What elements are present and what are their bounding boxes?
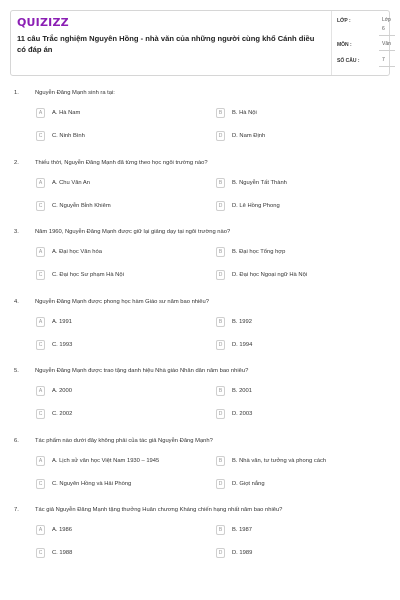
- option-text: B. Nguyễn Tất Thành: [232, 179, 287, 186]
- option-letter-box: D: [216, 131, 225, 141]
- subject-value: Văn: [382, 41, 391, 47]
- question-text: Năm 1960, Nguyễn Đăng Mạnh được giữ lại giảng dạy tại ngôi trường nào?: [35, 229, 231, 235]
- subject-label: MÔN :: [337, 42, 352, 48]
- option-letter-box: D: [216, 340, 225, 350]
- option-letter-box: D: [216, 409, 225, 419]
- question-number: 4.: [14, 298, 19, 305]
- option-text: D. 1994: [232, 341, 253, 348]
- question-text: Tác giả Nguyễn Đăng Mạnh tặng thưởng Huân chương Kháng chiến hạng nhất năm bao nhiêu?: [35, 507, 283, 513]
- option-letter-box: A: [36, 456, 45, 466]
- question-count-label: SỐ CÂU :: [337, 58, 360, 64]
- option-text: B. 1992: [232, 318, 252, 325]
- option-letter-box: A: [36, 247, 45, 257]
- option-letter-box: C: [36, 270, 45, 280]
- option-text: A. 1986: [52, 527, 72, 533]
- question-count-underline: [379, 66, 395, 67]
- question-text: Nguyễn Đăng Mạnh được phong học hàm Giáo sư năm bao nhiêu?: [35, 298, 209, 305]
- option-text: C. 1988: [52, 550, 73, 556]
- option-letter-box: A: [36, 317, 45, 327]
- option-text: A. Chu Văn An: [52, 179, 91, 186]
- option-letter-box: D: [216, 201, 225, 211]
- question-text: Nguyễn Đăng Mạnh sinh ra tại:: [35, 90, 115, 96]
- worksheet-title: 11 câu Trắc nghiệm Nguyên Hồng - nhà văn của những người cùng khổ Cánh diều có đáp án: [17, 34, 315, 54]
- question-number: 2.: [14, 159, 19, 166]
- question-text: Tác phẩm nào dưới đây không phải của tác giả Nguyễn Đăng Mạnh?: [35, 437, 213, 444]
- option-letter-box: B: [216, 317, 225, 327]
- option-letter-box: C: [36, 548, 45, 558]
- option-text: D. 1989: [232, 550, 253, 556]
- question-number: 7.: [14, 507, 19, 513]
- grade-value: Lớp 6: [382, 17, 391, 32]
- option-text: A. 2000: [52, 388, 72, 394]
- option-text: A. Đại học Văn hóa: [52, 249, 102, 255]
- option-letter-box: B: [216, 108, 225, 118]
- option-letter-box: B: [216, 178, 225, 188]
- option-text: A. 1991: [52, 318, 72, 325]
- option-letter-box: B: [216, 525, 225, 535]
- option-text: D. Đại học Ngoại ngữ Hà Nội: [232, 272, 308, 278]
- option-letter-box: D: [216, 270, 225, 280]
- question-number: 5.: [14, 368, 19, 374]
- quizizz-logo: QUIZIZZ: [17, 16, 69, 29]
- option-letter-box: D: [216, 479, 225, 489]
- option-text: C. Nguyễn Bỉnh Khiêm: [52, 202, 111, 209]
- option-letter-box: D: [216, 548, 225, 558]
- option-text: B. Đại học Tổng hợp: [232, 249, 286, 255]
- option-text: C. Đại học Sư phạm Hà Nội: [52, 272, 124, 278]
- option-letter-box: A: [36, 178, 45, 188]
- grade-label: LỚP :: [337, 18, 351, 24]
- option-letter-box: A: [36, 108, 45, 118]
- question-count-value: 7: [382, 57, 385, 63]
- option-text: D. Nam Định: [232, 133, 266, 139]
- grade-underline: [379, 35, 395, 36]
- question-text: Nguyễn Đăng Mạnh được trao tặng danh hiệu Nhà giáo Nhân dân năm bao nhiêu?: [35, 368, 249, 374]
- option-letter-box: C: [36, 409, 45, 419]
- option-text: C. 1993: [52, 341, 73, 348]
- option-text: D. Lê Hồng Phong: [232, 202, 280, 209]
- option-letter-box: A: [36, 386, 45, 396]
- option-text: C. Nguyên Hồng và Hải Phòng: [52, 480, 132, 487]
- option-text: B. 2001: [232, 388, 252, 394]
- header-divider: [331, 11, 332, 75]
- subject-underline: [379, 50, 395, 51]
- option-text: A. Lịch sử văn học Việt Nam 1930 – 1945: [52, 457, 160, 464]
- question-text: Thiếu thời, Nguyễn Đăng Mạnh đã từng theo học ngôi trường nào?: [35, 159, 208, 166]
- question-number: 3.: [14, 229, 19, 235]
- option-text: B. Nhà văn, tư tưởng và phong cách: [232, 457, 327, 464]
- option-letter-box: C: [36, 201, 45, 211]
- option-letter-box: C: [36, 340, 45, 350]
- question-number: 1.: [14, 90, 19, 96]
- option-letter-box: B: [216, 386, 225, 396]
- option-letter-box: A: [36, 525, 45, 535]
- option-letter-box: C: [36, 479, 45, 489]
- option-letter-box: C: [36, 131, 45, 141]
- option-letter-box: B: [216, 456, 225, 466]
- option-text: B. Hà Nội: [232, 110, 257, 116]
- option-text: C. Ninh Bình: [52, 133, 85, 139]
- option-text: D. 2003: [232, 411, 253, 417]
- option-letter-box: B: [216, 247, 225, 257]
- option-text: A. Hà Nam: [52, 110, 81, 116]
- option-text: D. Giọt nắng: [232, 480, 265, 487]
- option-text: C. 2002: [52, 411, 73, 417]
- option-text: B. 1987: [232, 527, 252, 533]
- question-number: 6.: [14, 437, 19, 444]
- worksheet-header: [10, 10, 390, 76]
